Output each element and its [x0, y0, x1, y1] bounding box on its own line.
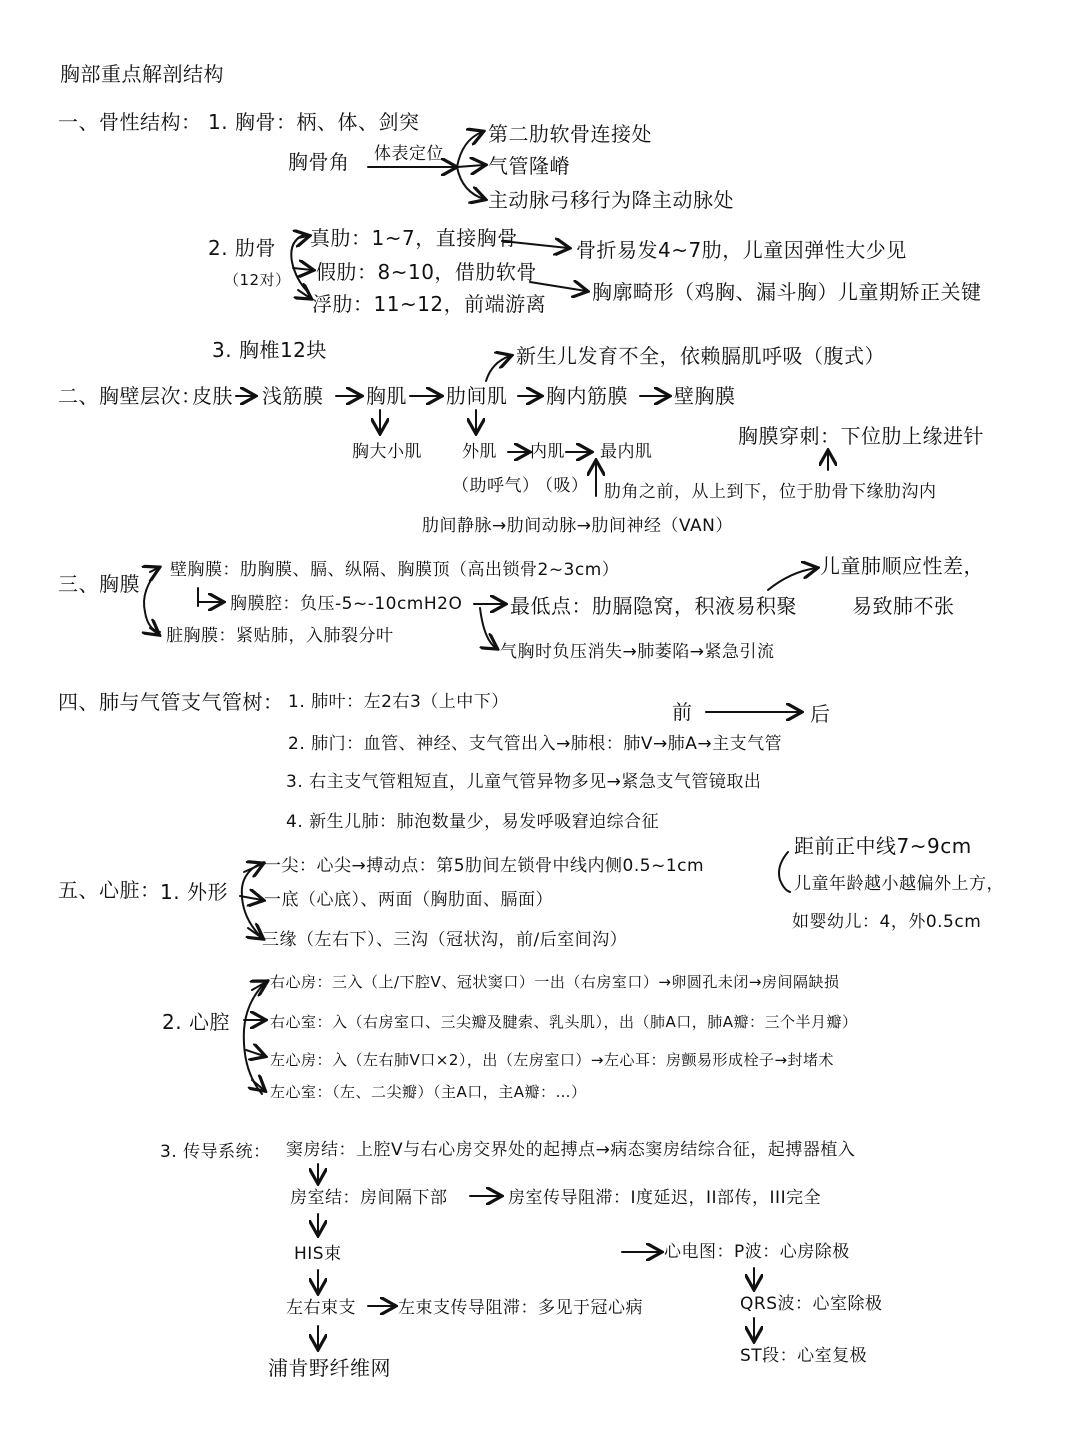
- brace-ribs: [291, 234, 308, 292]
- arrow-child: [768, 568, 816, 590]
- right-ventricle: 右心室：入（右房室口、三尖瓣及腱索、乳头肌），出（肺A口，肺A瓣：三个半月瓣）: [270, 1013, 858, 1031]
- brace-pleura: [144, 568, 160, 632]
- section-1-heading: 一、骨性结构：: [58, 110, 202, 134]
- lung-item-1: 1. 肺叶：左2右3（上中下）: [288, 692, 509, 712]
- section-3-heading: 三、胸膜: [58, 572, 140, 596]
- right-atrium: 右心房：三入（上/下腔V、冠状窦口）一出（右房室口）→卵圆孔未闭→房间隔缺损: [270, 973, 840, 991]
- orientation-back: 后: [810, 702, 831, 726]
- layer-parietal-pleura: 壁胸膜: [674, 384, 736, 408]
- deformity-note: 胸廓畸形（鸡胸、漏斗胸）儿童期矫正关键: [592, 280, 982, 304]
- arrow-branch-2: [457, 165, 484, 167]
- arrow-branch-1: [457, 132, 482, 167]
- lung-item-2: 2. 肺门：血管、神经、支气管出入→肺根：肺V→肺A→主支气管: [288, 734, 783, 754]
- his-bundle: HIS束: [294, 1244, 342, 1264]
- arrow-branch-3: [457, 167, 484, 199]
- layer-fascia: 浅筋膜: [262, 384, 324, 408]
- lung-item-4: 4. 新生儿肺：肺泡数量少，易发呼吸窘迫综合征: [286, 812, 660, 832]
- float-rib: 浮肋：11~12，前端游离: [312, 292, 547, 316]
- fracture-note: 骨折易发4~7肋，儿童因弹性大少见: [576, 238, 907, 262]
- brace-chambers: [244, 980, 268, 1094]
- arrow-la: [246, 1050, 264, 1056]
- arrow-base: [240, 896, 262, 900]
- arrow-apex: [244, 864, 262, 872]
- section-2-heading: 二、胸壁层次：: [58, 384, 202, 408]
- arrow-newborn: [486, 356, 510, 381]
- layer-skin: 皮肤: [192, 384, 233, 408]
- external-intercostal: 外肌: [462, 442, 497, 462]
- section-5-heading: 五、心脏：: [58, 878, 161, 902]
- bundle-branches: 左右束支: [286, 1298, 356, 1318]
- internal-intercostal: 内肌: [530, 442, 565, 462]
- layer-endothoracic: 胸内筋膜: [546, 384, 628, 408]
- infant-apex-note: 如婴幼儿：4，外0.5cm: [792, 912, 982, 932]
- base-surfaces: 一底（心底）、两面（胸肋面、膈面）: [264, 890, 553, 910]
- visceral-pleura: 脏胸膜：紧贴肺，入肺裂分叶: [166, 626, 394, 646]
- ribs-pairs: （12对）: [224, 271, 291, 289]
- pleural-cavity: 胸膜腔：负压-5~-10cmH2O: [230, 594, 463, 614]
- false-rib: 假肋：8~10，借肋软骨: [316, 260, 537, 284]
- lung-item-3: 3. 右主支气管粗短直，儿童气管异物多见→紧急支气管镜取出: [286, 772, 762, 792]
- arrow-deform: [530, 282, 586, 291]
- bundle-branch-block: 左束支传导阻滞：多见于冠心病: [398, 1298, 643, 1318]
- angle-branch-2: 气管隆嵴: [488, 154, 570, 178]
- child-lung-1: 儿童肺顺应性差，: [820, 554, 984, 578]
- heart-chambers: 2. 心腔: [162, 1010, 230, 1034]
- pectoral-muscles: 胸大小肌: [352, 442, 422, 462]
- child-apex-note: 儿童年龄越小越偏外上方，: [794, 874, 1004, 894]
- inspiration-note: （吸）: [536, 476, 589, 496]
- pneumothorax: 气胸时负压消失→肺萎陷→紧急引流: [500, 642, 775, 662]
- van-note: 肋间静脉→肋间动脉→肋间神经（VAN）: [422, 516, 733, 536]
- layer-chest-muscle: 胸肌: [366, 384, 407, 408]
- angle-branch-3: 主动脉弓移行为降主动脉处: [488, 188, 734, 212]
- parietal-pleura: 壁胸膜：肋胸膜、膈、纵隔、胸膜顶（高出锁骨2~3cm）: [170, 560, 620, 580]
- lowest-point: 最低点：肋膈隐窝，积液易积聚: [510, 594, 797, 618]
- true-rib: 真肋：1~7，直接胸骨: [310, 226, 518, 250]
- av-block: 房室传导阻滞：I度延迟，II部传，III完全: [508, 1188, 822, 1208]
- left-atrium: 左心房：入（左右肺V口×2），出（左房室口）→左心耳：房颤易形成栓子→封堵术: [270, 1051, 835, 1069]
- layer-intercostal: 肋间肌: [446, 384, 508, 408]
- ribs-label: 2. 肋骨: [208, 236, 276, 260]
- arrow-false-rib: [293, 268, 312, 270]
- rib-angle-note: 肋角之前，从上到下，位于肋骨下缘肋沟内: [604, 482, 937, 502]
- expiration-note: （助呼气）: [452, 476, 540, 496]
- purkinje-network: 浦肯野纤维网: [268, 1356, 391, 1380]
- conduction-system: 3. 传导系统：: [160, 1142, 271, 1162]
- brace-apex-note: [779, 852, 790, 892]
- thoracic-vertebrae: 3. 胸椎12块: [212, 338, 327, 362]
- orientation-front: 前: [672, 700, 693, 724]
- ecg-p-wave: 心电图：P波：心房除极: [664, 1242, 850, 1262]
- sternal-angle: 胸骨角: [288, 150, 350, 174]
- angle-branch-1: 第二肋软骨连接处: [488, 122, 652, 146]
- left-ventricle: 左心室：（左、二尖瓣）（主A口，主A瓣：…）: [270, 1083, 587, 1101]
- arrow-cavity: [198, 588, 222, 606]
- child-lung-2: 易致肺不张: [852, 594, 955, 618]
- ecg-st: ST段：心室复极: [740, 1346, 868, 1366]
- midline-distance: 距前正中线7~9cm: [794, 834, 972, 858]
- ecg-qrs: QRS波：心室除极: [740, 1294, 883, 1314]
- sternum-line: 1. 胸骨：柄、体、剑突: [208, 110, 420, 134]
- puncture-note: 胸膜穿刺：下位肋上缘进针: [738, 424, 984, 448]
- arrow-ptx: [480, 608, 496, 648]
- innermost-intercostal: 最内肌: [600, 442, 653, 462]
- sa-node: 窦房结：上腔V与右心房交界处的起搏点→病态窦房结综合征，起搏器植入: [286, 1140, 856, 1160]
- page-title: 胸部重点解剖结构: [60, 62, 224, 86]
- apex-line: 一尖：心尖→搏动点：第5肋间左锁骨中线内侧0.5~1cm: [264, 856, 705, 876]
- outer-form: 1. 外形: [160, 880, 228, 904]
- av-node: 房室结：房间隔下部: [290, 1188, 448, 1208]
- section-4-heading: 四、肺与气管支气管树：: [58, 690, 284, 714]
- landmark-label: 体表定位: [374, 144, 444, 164]
- edges-grooves: 三缘（左右下）、三沟（冠状沟，前/后室间沟）: [262, 930, 628, 950]
- newborn-note: 新生儿发育不全，依赖膈肌呼吸（腹式）: [516, 344, 885, 368]
